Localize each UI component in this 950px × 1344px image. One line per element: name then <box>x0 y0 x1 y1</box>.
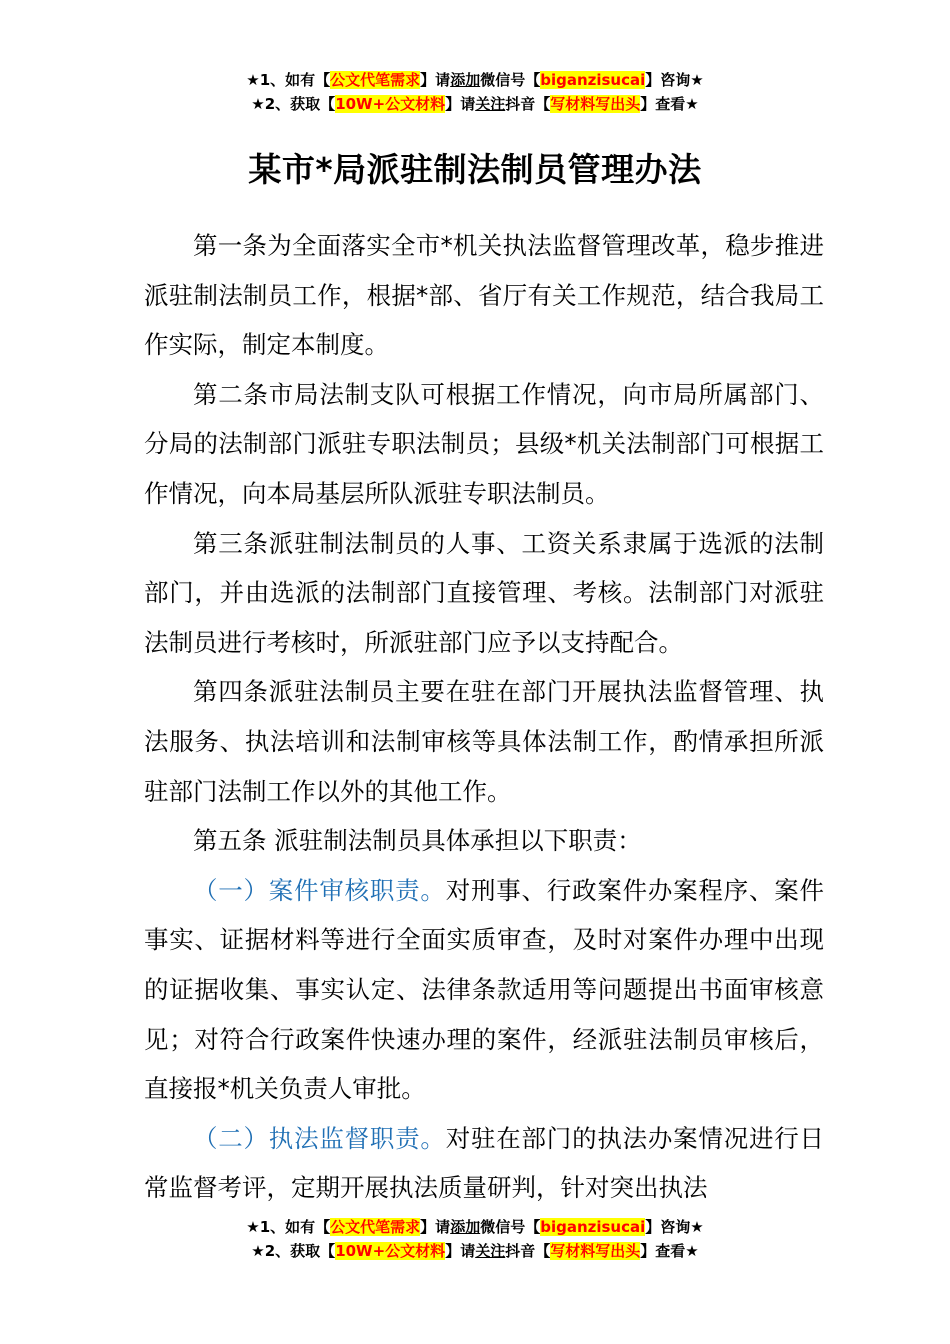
banner-line-2: ★2、获取【10W+公文材料】请关注抖音【写材料写出头】查看★ <box>251 1242 699 1260</box>
duty-item-2 <box>144 1114 824 1213</box>
header-banner <box>0 68 950 116</box>
duty-item-1 <box>144 866 824 1114</box>
document-body <box>144 221 824 1213</box>
article-1: 第一条为全面落实全市*机关执法监督管理改革，稳步推进派驻制法制员工作，根据*部、省厅有关工作规范，结合我局工作实际，制定本制度。 <box>144 231 824 360</box>
highlight-wechat-id: biganzisucai <box>540 1218 646 1236</box>
highlight-materials: 10W+公文材料 <box>335 95 446 113</box>
highlight-materials: 10W+公文材料 <box>335 1242 446 1260</box>
document-title: 某市*局派驻制法制员管理办法 <box>248 150 702 189</box>
duty-heading-case-review: （一）案件审核职责。 <box>193 875 446 905</box>
highlight-writing-service: 公文代笔需求 <box>330 1218 421 1236</box>
highlight-douyin-account: 写材料写出头 <box>550 95 641 113</box>
article-2: 第二条市局法制支队可根据工作情况，向市局所属部门、分局的法制部门派驻专职法制员；县级*机关法制部门可根据工作情况，向本局基层所队派驻专职法制员。 <box>144 379 824 508</box>
highlight-douyin-account: 写材料写出头 <box>550 1242 641 1260</box>
article-5: 第五条 派驻制法制员具体承担以下职责： <box>193 826 642 856</box>
highlight-writing-service: 公文代笔需求 <box>330 71 421 89</box>
footer-banner <box>0 1215 950 1263</box>
highlight-wechat-id: biganzisucai <box>540 71 646 89</box>
duty-text-supervision: 对驻在部门的执法办案情况进行日常监督考评，定期开展执法质量研判，针对突出执法 <box>144 1123 825 1203</box>
duty-heading-supervision: （二）执法监督职责。 <box>193 1123 446 1153</box>
banner-line-2: ★2、获取【10W+公文材料】请关注抖音【写材料写出头】查看★ <box>251 95 699 113</box>
article-4: 第四条派驻法制员主要在驻在部门开展执法监督管理、执法服务、执法培训和法制审核等具体法制工作，酌情承担所派驻部门法制工作以外的其他工作。 <box>144 677 824 806</box>
article-3: 第三条派驻制法制员的人事、工资关系隶属于选派的法制部门，并由选派的法制部门直接管理、考核。法制部门对派驻法制员进行考核时，所派驻部门应予以支持配合。 <box>144 528 824 657</box>
banner-line-1: ★1、如有【公文代笔需求】请添加微信号【biganzisucai】咨询★ <box>246 1218 704 1236</box>
banner-line-1: ★1、如有【公文代笔需求】请添加微信号【biganzisucai】咨询★ <box>246 71 704 89</box>
duty-text-case-review: 对刑事、行政案件办案程序、案件事实、证据材料等进行全面实质审查，及时对案件办理中出现的证据收集、事实认定、法律条款适用等问题提出书面审核意见；对符合行政案件快速办理的案件，经派驻法制员审核后，直接报*机关负责人审批。 <box>144 875 825 1104</box>
